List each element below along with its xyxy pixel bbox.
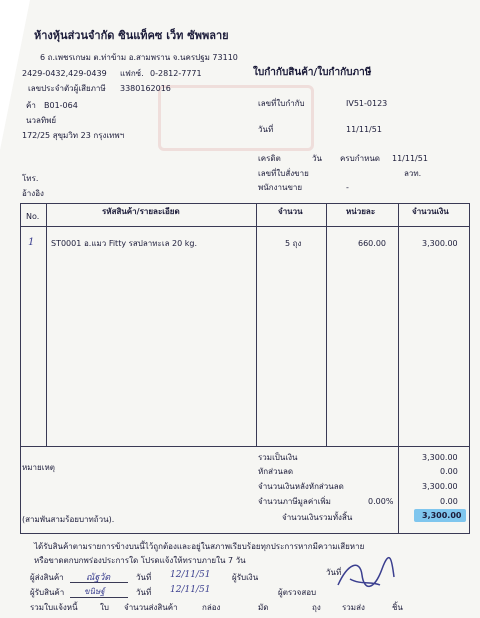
row-qty: 5 ถุง [285, 239, 302, 248]
goods-date: 12/11/51 [170, 585, 211, 595]
total-shipped-label: รวมส่ง [342, 603, 365, 612]
credit-unit: วัน [312, 154, 322, 163]
invoice-date: 11/11/51 [346, 125, 382, 134]
due-date: 11/11/51 [392, 154, 428, 163]
bag-label: ถุง [312, 603, 321, 612]
customer-address: 172/25 สุขุมวิท 23 กรุงเทพฯ [22, 131, 125, 140]
header-qty: จำนวน [278, 207, 303, 216]
document-title: ใบกำกับสินค้า/ใบกำกับภาษี [253, 67, 372, 78]
goods-date-label: วันที่ [136, 588, 152, 597]
amount-in-words: (สามพันสามร้อยบาทถ้วน). [22, 515, 115, 524]
company-address: 6 ถ.เพชรเกษม ต.ท่าข้าม อ.สามพราน จ.นครปฐม 73110 [40, 53, 238, 62]
summary-after-discount-label: จำนวนเงินหลังหักส่วนลด [258, 482, 344, 491]
summary-discount-label: หักส่วนลด [258, 467, 294, 476]
header-no: No. [26, 212, 40, 221]
box-label: กล่อง [202, 603, 221, 612]
sender-label: ผู้ส่งสินค้า [30, 573, 64, 582]
header-unit-price: หน่วยละ [346, 207, 376, 216]
summary-vat-rate: 0.00% [368, 497, 394, 506]
summary-after-discount-value: 3,300.00 [422, 482, 458, 491]
row-description: อ.แมว Fitty รสปลาทะเล 20 kg. [84, 239, 197, 248]
customer-reference-label: อ้างอิง [22, 189, 44, 198]
summary-subtotal-label: รวมเป็นเงิน [258, 453, 298, 462]
sender-date: 12/11/51 [170, 570, 211, 580]
shipped-unit: ชิ้น [392, 603, 403, 612]
bundle-label: มัด [258, 603, 269, 612]
notice-unit: ใบ [100, 603, 109, 612]
summary-total-label: จำนวนเงินรวมทั้งสิ้น [282, 513, 353, 522]
summary-subtotal-value: 3,300.00 [422, 453, 458, 462]
faded-stamp [158, 85, 314, 151]
customer-phone-label: โทร. [22, 174, 39, 183]
total-notice-label: รวมใบแจ้งหนี้ [30, 603, 78, 612]
checker-label: ผู้ตรวจสอบ [278, 588, 317, 597]
terms-line-1: ได้รับสินค้าตามรายการข้างบนนี้ไว้ถูกต้องและอยู่ในสภาพเรียบร้อยทุกประการหากมีความเสียหาย [34, 542, 365, 551]
tax-id-label: เลขประจำตัวผู้เสียภาษี [28, 84, 106, 93]
invoice-number: IV51-0123 [346, 99, 388, 108]
goods-receiver-label: ผู้รับสินค้า [30, 588, 65, 597]
salesman-value: - [346, 183, 349, 192]
summary-vat-label: จำนวนภาษีมูลค่าเพิ่ม [258, 497, 331, 506]
cash-receiver-label: ผู้รับเงิน [232, 573, 259, 582]
invoice-date-label: วันที่ [258, 125, 274, 134]
tax-id: 3380162016 [120, 84, 171, 93]
company-fax: 0-2812-7771 [150, 69, 202, 78]
shipped-qty-label: จำนวนส่งสินค้า [124, 603, 178, 612]
customer-code: B01-064 [44, 101, 78, 110]
invoice-number-label: เลขที่ใบกำกับ [258, 99, 305, 108]
terms-line-2: หรือขาดตกบกพร่องประการใด โปรดแจ้งให้ทราบภายใน 7 วัน [34, 556, 246, 565]
sales-order-label: เลขที่ใบสั่งขาย [258, 169, 309, 178]
sender-date-label: วันที่ [136, 573, 152, 582]
company-phone: 2429-0432,429-0439 [22, 69, 107, 78]
company-name: ห้างหุ้นส่วนจำกัด ซินแท็คซ เว็ท ซัพพลาย [34, 29, 229, 42]
row-unit-price: 660.00 [358, 239, 386, 248]
row-number: 1 [28, 237, 35, 248]
header-description: รหัสสินค้า/รายละเอียด [102, 207, 180, 216]
credit-label: เครดิต [258, 154, 281, 163]
signature-scribble-icon [330, 555, 400, 595]
note-label: หมายเหตุ [22, 463, 55, 472]
row-code: ST0001 [51, 239, 82, 248]
summary-vat-value: 0.00 [440, 497, 458, 506]
summary-total-value: 3,300.00 [422, 511, 462, 520]
due-label: ครบกำหนด [340, 154, 380, 163]
customer-name: นวลทิพย์ [26, 116, 57, 125]
fax-label: แฟกซ์. [120, 69, 144, 78]
sender-signature: ณัฐวัด [86, 573, 111, 583]
sales-order-value: ลวท. [404, 169, 422, 178]
goods-receiver-signature: ขนิษฐ์ [84, 587, 105, 596]
salesman-label: พนักงานขาย [258, 183, 303, 192]
summary-discount-value: 0.00 [440, 467, 458, 476]
row-amount: 3,300.00 [422, 239, 458, 248]
customer-code-label: ค้า [26, 101, 36, 110]
header-amount: จำนวนเงิน [412, 207, 449, 216]
cash-date-label: วันที่ [326, 568, 342, 577]
